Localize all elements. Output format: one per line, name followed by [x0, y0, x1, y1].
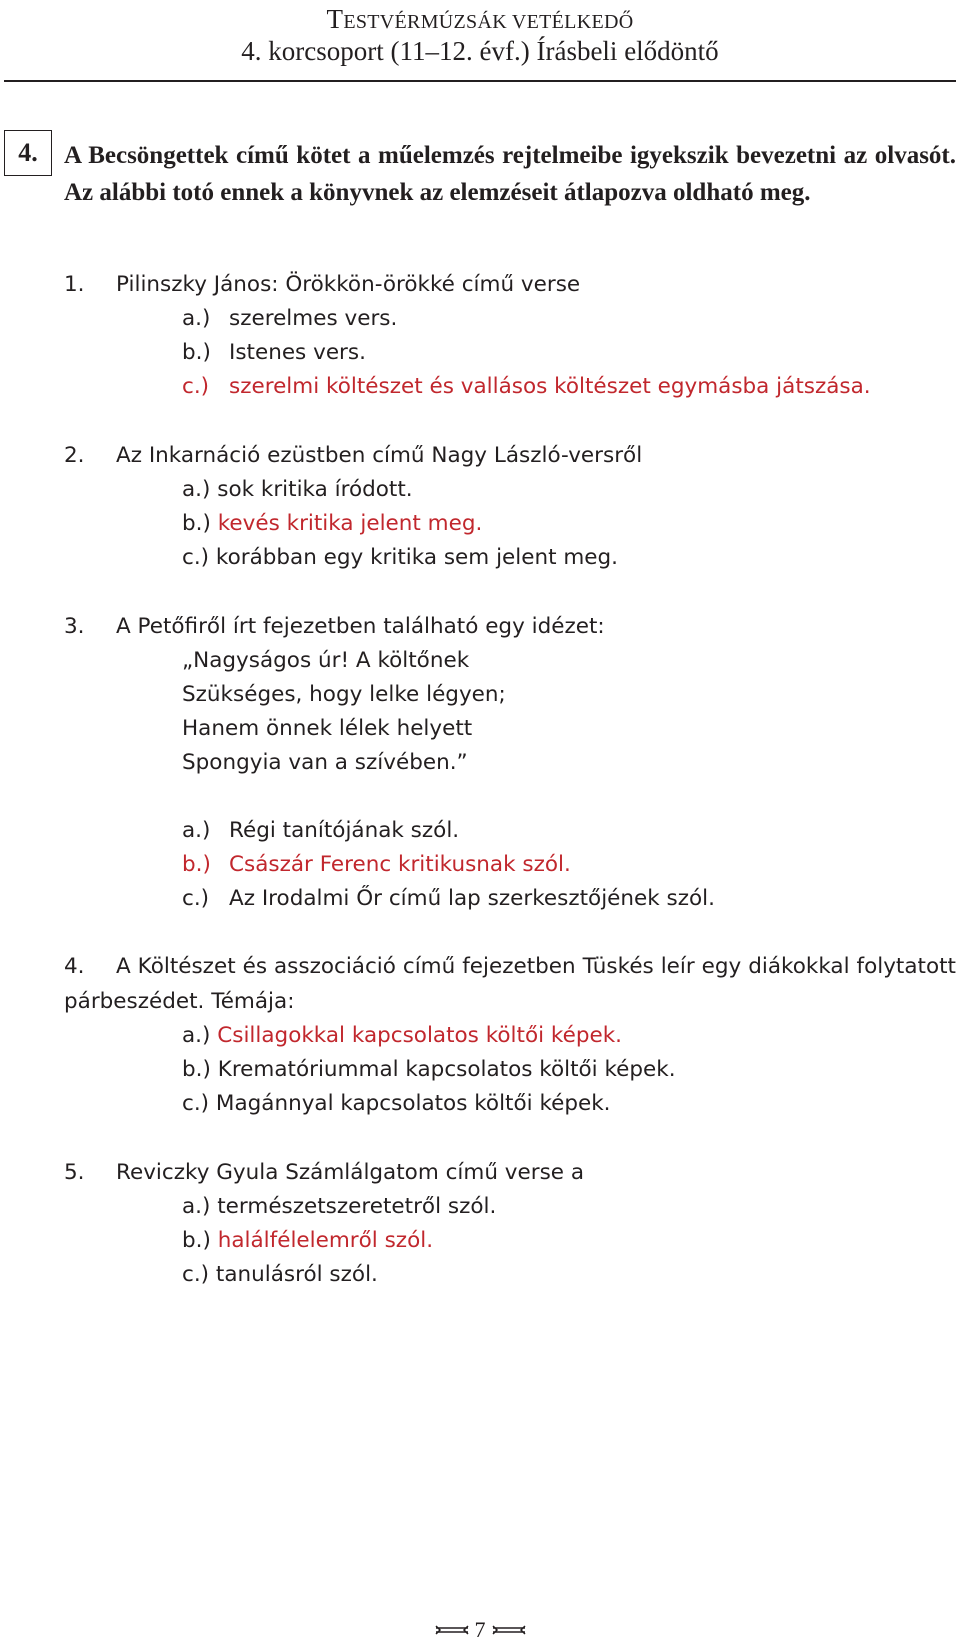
quote-line: Hanem önnek lélek helyett	[182, 716, 473, 741]
ornament-right-icon	[492, 1625, 526, 1635]
header-title-initial: T	[326, 4, 344, 34]
option-label: c.)	[182, 1262, 210, 1287]
quote-line: Szükséges, hogy lelke légyen;	[182, 682, 506, 707]
header-title	[0, 4, 960, 35]
option-text-answer: kevés kritika jelent meg.	[217, 511, 483, 536]
option-text: természetszeretetről szól.	[217, 1194, 497, 1219]
task-number-box: 4.	[4, 130, 52, 176]
question-number: 2.	[64, 443, 85, 468]
option-label: b.)	[182, 1228, 211, 1253]
question-text: Pilinszky János: Örökkön-örökké című verse	[116, 272, 581, 297]
header-divider	[4, 80, 956, 82]
question-number: 4.	[64, 954, 85, 979]
option-label: a.)	[182, 818, 211, 843]
option-label: c.)	[182, 886, 210, 911]
question-number: 1.	[64, 272, 85, 297]
option-label: b.)	[182, 1057, 211, 1082]
page-number: 7	[474, 1617, 486, 1642]
option-text: Krematóriummal kapcsolatos költői képek.	[217, 1057, 676, 1082]
question-text: A Petőfiről írt fejezetben található egy idézet:	[116, 614, 605, 639]
question-text: Reviczky Gyula Számlálgatom című verse a	[116, 1160, 585, 1185]
option-label: c.)	[182, 1091, 210, 1116]
header-title-rest: ESTVÉRMÚZSÁK VETÉLKEDŐ	[343, 11, 634, 33]
option-label: c.)	[182, 374, 210, 399]
option-label: a.)	[182, 477, 211, 502]
quote-line: Spongyia van a szívében.”	[182, 750, 468, 775]
option-label: a.)	[182, 306, 211, 331]
option-text: Magánnyal kapcsolatos költői képek.	[215, 1091, 611, 1116]
option-label: a.)	[182, 1194, 211, 1219]
option-text: Régi tanítójának szól.	[229, 818, 460, 843]
header-subtitle: 4. korcsoport (11–12. évf.) Írásbeli elődöntő	[241, 36, 719, 66]
option-text: tanulásról szól.	[215, 1262, 378, 1287]
option-text: Istenes vers.	[229, 340, 366, 365]
option-label: b.)	[182, 852, 211, 877]
ornament-left-icon	[435, 1625, 469, 1635]
option-text-answer: Csillagokkal kapcsolatos költői képek.	[217, 1023, 622, 1048]
option-label: a.)	[182, 1023, 211, 1048]
question-text: A Költészet és asszociáció című fejezetben Tüskés leír egy diákokkal folytatott párbeszédet. Témája:	[64, 954, 956, 1014]
question-4	[64, 950, 956, 1019]
option-text: szerelmes vers.	[229, 306, 398, 331]
question-text: Az Inkarnáció ezüstben című Nagy László-versről	[116, 443, 643, 468]
question-number: 5.	[64, 1160, 85, 1185]
option-text-answer: halálfélelemről szól.	[217, 1228, 434, 1253]
option-text: szerelmi költészet és vallásos költészet egymásba játszása.	[229, 374, 871, 399]
option-text: Az Irodalmi Őr című lap szerkesztőjének szól.	[229, 886, 715, 911]
option-text: sok kritika íródott.	[217, 477, 413, 502]
option-label: b.)	[182, 340, 211, 365]
option-text: korábban egy kritika sem jelent meg.	[215, 545, 619, 570]
question-number: 3.	[64, 614, 85, 639]
option-text: Császár Ferenc kritikusnak szól.	[229, 852, 571, 877]
page-footer	[0, 1618, 960, 1642]
quote-line: „Nagyságos úr! A költőnek	[182, 648, 470, 673]
option-label: c.)	[182, 545, 210, 570]
option-label: b.)	[182, 511, 211, 536]
task-intro: A Becsöngettek című kötet a műelemzés rejtelmeibe igyekszik bevezetni az olvasót. Az alábbi totó ennek a könyvnek az elemzéseit átlapozva oldható meg.	[64, 142, 956, 206]
